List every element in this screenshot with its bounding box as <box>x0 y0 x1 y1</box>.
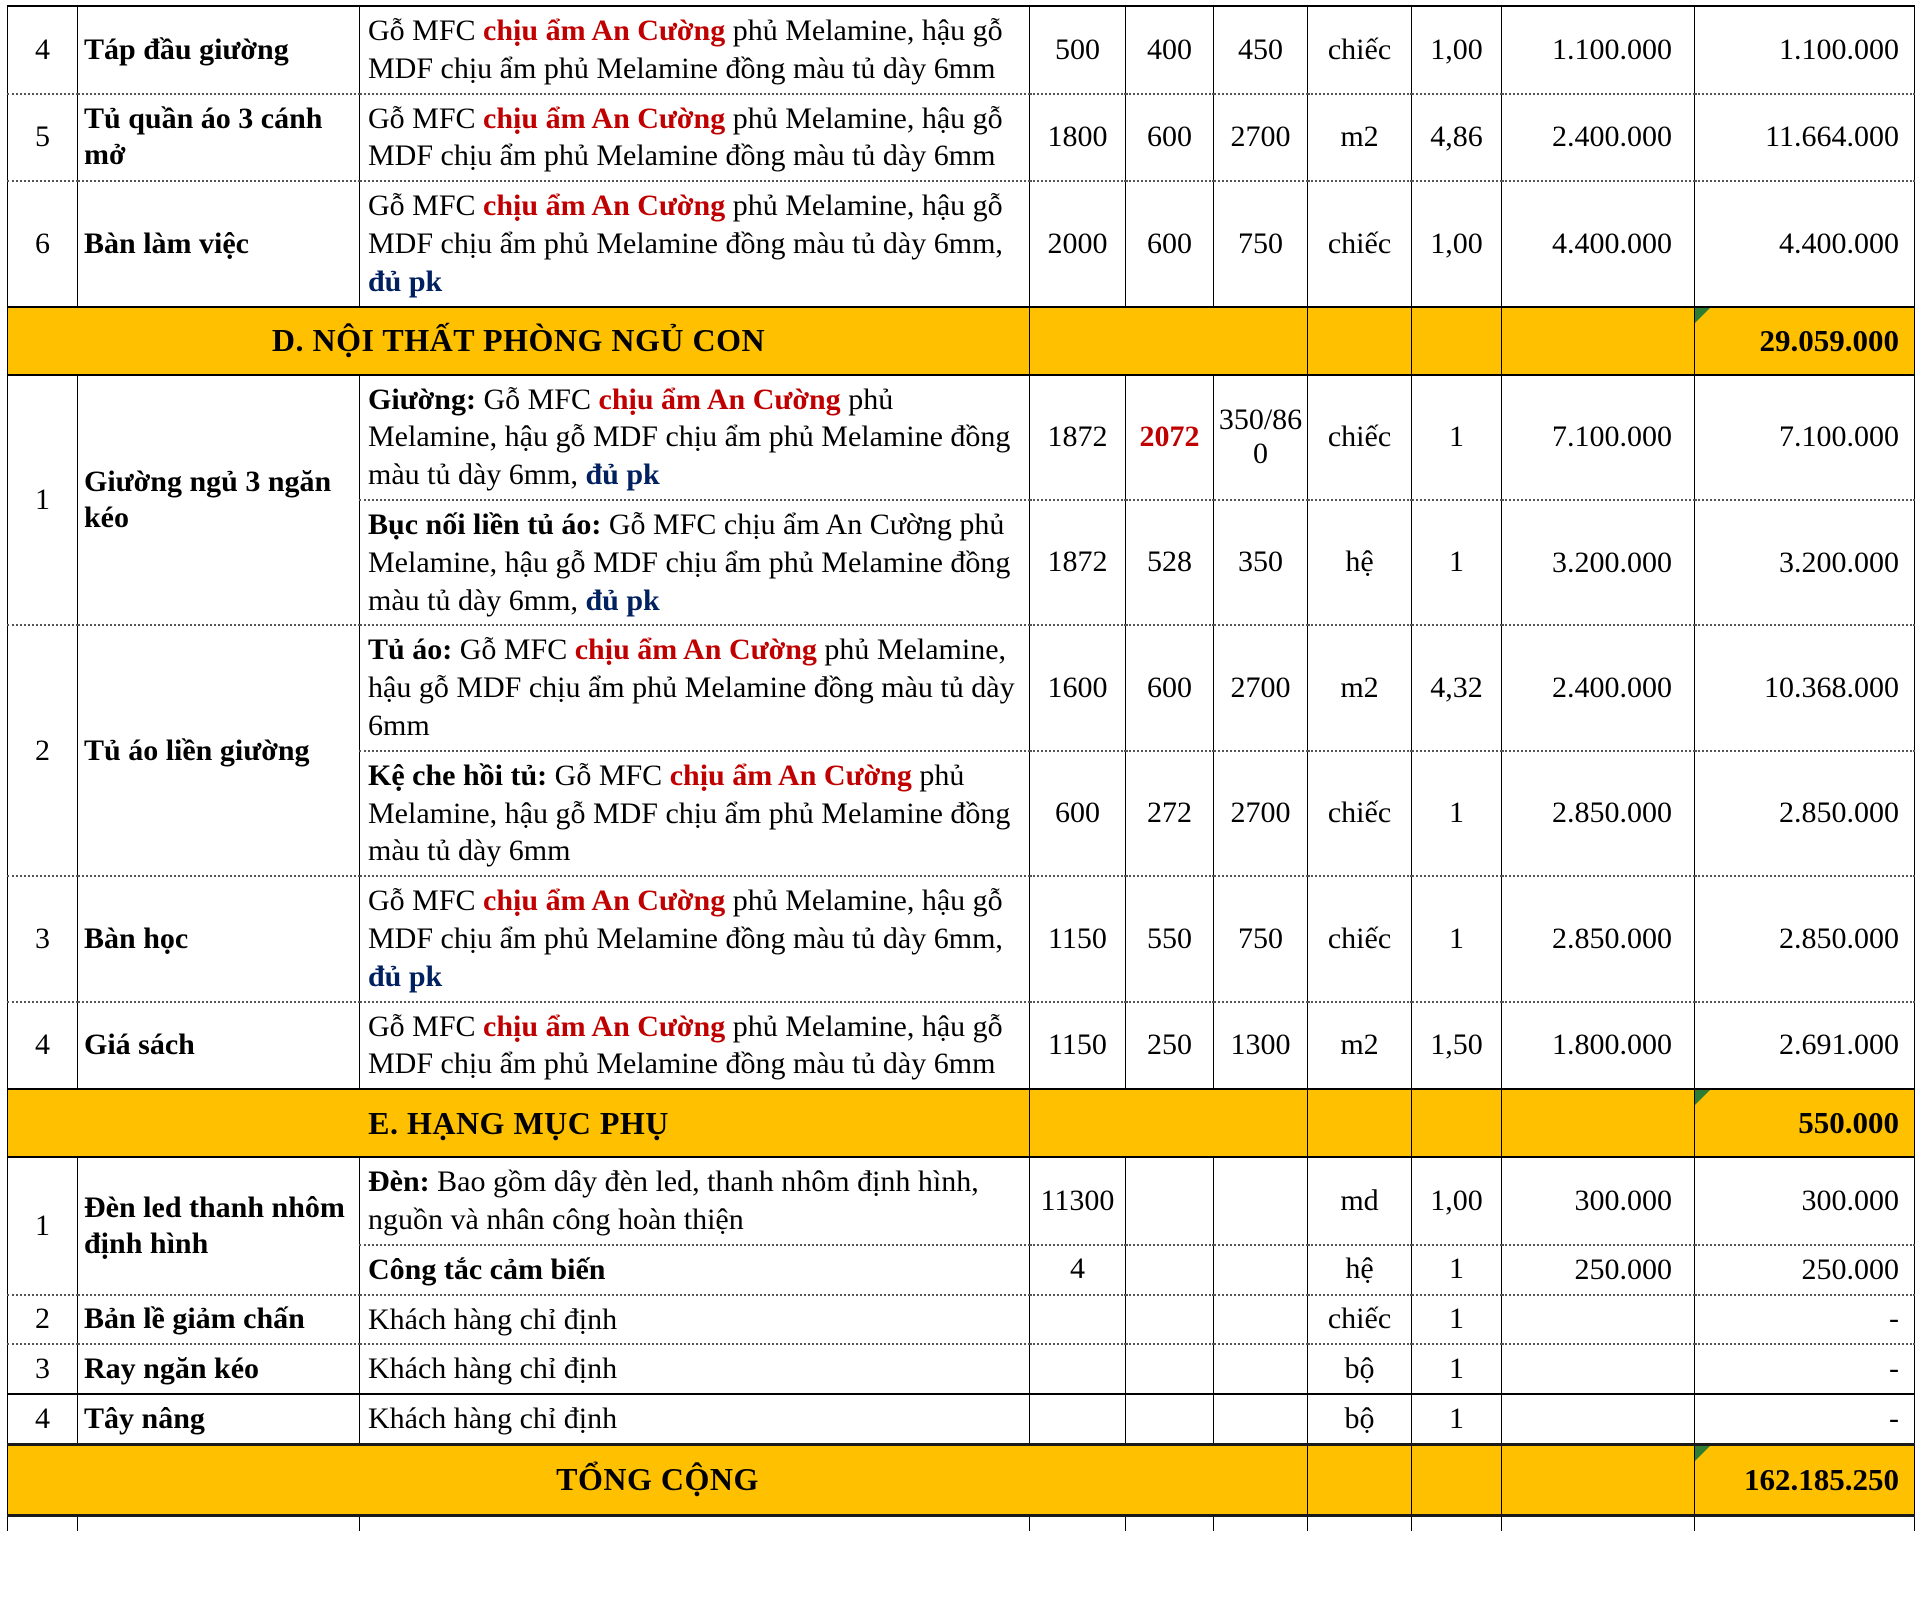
cell-item-name: Bản lề giảm chấn <box>78 1295 360 1345</box>
section-total-value: 550.000 <box>1695 1089 1915 1157</box>
dim-value: 1150 <box>1048 921 1107 955</box>
cell-total: 1.100.000 <box>1695 6 1915 94</box>
cell-dim-height <box>1214 500 1308 625</box>
cutoff-cell <box>1308 1515 1412 1531</box>
grand-total-row <box>8 1444 1915 1515</box>
cell-dim-height <box>1214 1002 1308 1090</box>
cell-unit: m2 <box>1308 1002 1412 1090</box>
text-segment: chịu ẩm An Cường <box>574 633 817 667</box>
table-row <box>8 876 1915 1001</box>
cell-description <box>360 6 1030 94</box>
table-row <box>8 1394 1915 1444</box>
dim-value: 350/860 <box>1218 402 1303 471</box>
cell-quantity: 1,50 <box>1412 1002 1502 1090</box>
cell-dim-height <box>1214 751 1308 876</box>
cell-unit-price <box>1502 1295 1695 1345</box>
text-segment: Đèn: <box>368 1165 438 1199</box>
text-segment: chịu ẩm An Cường <box>483 189 726 223</box>
cell-dim-depth <box>1126 1002 1214 1090</box>
cell-dim-height <box>1214 375 1308 500</box>
cell-total: 3.200.000 <box>1695 500 1915 625</box>
cell-dim-width <box>1030 500 1126 625</box>
cutoff-cell <box>1502 1515 1695 1531</box>
cell-description <box>360 181 1030 306</box>
cell-dim-depth <box>1126 1157 1214 1245</box>
dim-value: 550 <box>1147 921 1192 955</box>
cell-quantity: 4,86 <box>1412 94 1502 182</box>
table-row <box>8 181 1915 306</box>
section-dims-blank <box>1030 307 1308 375</box>
cell-item-name: Tây nâng <box>78 1394 360 1444</box>
text-segment: Kệ che hồi tủ: <box>368 758 555 792</box>
text-segment: Gỗ MFC <box>368 884 484 918</box>
text-segment: phủ Melamine, hậu gỗ MDF chịu ẩm phủ Melamine đồng màu tủ dày 6mm <box>368 14 1003 85</box>
cell-item-name: Tủ quần áo 3 cánh mở <box>78 94 360 182</box>
cell-total: 2.691.000 <box>1695 1002 1915 1090</box>
band-qty-blank <box>1412 307 1502 375</box>
cell-unit: chiếc <box>1308 751 1412 876</box>
band-price-blank <box>1502 1089 1695 1157</box>
dim-value: 600 <box>1147 226 1192 260</box>
cell-unit-price: 1.100.000 <box>1502 6 1695 94</box>
dim-value: 11300 <box>1040 1183 1115 1217</box>
text-segment: Tủ áo: <box>368 633 460 667</box>
cell-dim-depth <box>1126 94 1214 182</box>
cell-dim-depth <box>1126 1394 1214 1444</box>
cell-dim-depth <box>1126 876 1214 1001</box>
dim-value: 1300 <box>1230 1028 1291 1062</box>
cell-dim-height <box>1214 1157 1308 1245</box>
cell-quantity: 1 <box>1412 1344 1502 1394</box>
cell-quantity: 1,00 <box>1412 181 1502 306</box>
dim-value: 500 <box>1055 32 1100 66</box>
cell-dim-width <box>1030 94 1126 182</box>
cell-dim-width <box>1030 6 1126 94</box>
text-segment: Khách hàng chỉ định <box>368 1402 618 1436</box>
cell-stt: 4 <box>8 6 78 94</box>
dim-value: 400 <box>1147 32 1192 66</box>
text-segment: chịu ẩm An Cường <box>483 14 726 47</box>
dim-value: 250 <box>1147 1028 1192 1062</box>
dim-value: 528 <box>1147 545 1192 579</box>
dim-value: 450 <box>1238 32 1283 66</box>
text-segment: Gỗ MFC <box>368 189 484 223</box>
cell-unit-price <box>1502 1394 1695 1444</box>
cell-total: 10.368.000 <box>1695 625 1915 750</box>
dim-value: 2072 <box>1139 420 1200 454</box>
cell-description <box>360 876 1030 1001</box>
band-price-blank <box>1502 1444 1695 1515</box>
cell-stt: 3 <box>8 876 78 1001</box>
table-row <box>8 1295 1915 1345</box>
dim-value: 750 <box>1238 226 1283 260</box>
cell-description <box>360 1344 1030 1394</box>
cell-description <box>360 375 1030 500</box>
cell-dim-height <box>1214 181 1308 306</box>
cell-dim-height <box>1214 6 1308 94</box>
text-segment: phủ Melamine, hậu gỗ MDF chịu ẩm phủ Melamine đồng màu tủ dày 6mm <box>368 101 1003 173</box>
cell-quantity: 1 <box>1412 500 1502 625</box>
section-title: E. HẠNG MỤC PHỤ <box>8 1089 1030 1157</box>
cell-stt: 3 <box>8 1344 78 1394</box>
cell-dim-width <box>1030 375 1126 500</box>
cell-quantity: 1,00 <box>1412 1157 1502 1245</box>
cell-quantity: 1 <box>1412 1295 1502 1345</box>
cell-item-name: Bàn học <box>78 876 360 1001</box>
cell-unit: bộ <box>1308 1344 1412 1394</box>
cell-stt: 6 <box>8 181 78 306</box>
cell-unit-price: 4.400.000 <box>1502 181 1695 306</box>
cell-unit-price <box>1502 1344 1695 1394</box>
dim-value: 2700 <box>1230 120 1291 154</box>
cell-dim-depth <box>1126 1245 1214 1295</box>
cell-unit: hệ <box>1308 1245 1412 1295</box>
table-row <box>8 625 1915 750</box>
cell-item-name: Giá sách <box>78 1002 360 1090</box>
grand-total-label: TỔNG CỘNG <box>8 1444 1308 1515</box>
cutoff-cell <box>1412 1515 1502 1531</box>
text-segment: Gỗ MFC <box>368 14 484 47</box>
text-segment: chịu ẩm An Cường <box>483 101 726 135</box>
band-unit-blank <box>1308 1089 1412 1157</box>
section-total-value: 29.059.000 <box>1695 307 1915 375</box>
cell-unit-price: 250.000 <box>1502 1245 1695 1295</box>
cell-unit-price: 2.400.000 <box>1502 94 1695 182</box>
text-segment: đủ pk <box>368 959 443 993</box>
table-row <box>8 375 1915 500</box>
text-segment: phủ Melamine, hậu gỗ MDF chịu ẩm phủ Melamine đồng màu tủ dày 6mm, <box>368 189 1003 260</box>
cell-unit-price: 3.200.000 <box>1502 500 1695 625</box>
dim-value: 600 <box>1147 670 1192 704</box>
cell-dim-width <box>1030 1344 1126 1394</box>
dim-value: 4 <box>1070 1252 1085 1286</box>
cell-dim-width <box>1030 625 1126 750</box>
cell-description <box>360 1394 1030 1444</box>
section-title: D. NỘI THẤT PHÒNG NGỦ CON <box>8 307 1030 375</box>
cell-stt: 4 <box>8 1002 78 1090</box>
cell-dim-width <box>1030 876 1126 1001</box>
cell-dim-depth <box>1126 375 1214 500</box>
cell-dim-depth <box>1126 1295 1214 1345</box>
cell-total: 300.000 <box>1695 1157 1915 1245</box>
cell-item-name: Giường ngủ 3 ngăn kéo <box>78 375 360 626</box>
table-row <box>8 94 1915 182</box>
cell-item-name: Bàn làm việc <box>78 181 360 306</box>
band-unit-blank <box>1308 307 1412 375</box>
cell-unit: chiếc <box>1308 6 1412 94</box>
cell-dim-width <box>1030 1002 1126 1090</box>
cell-stt: 1 <box>8 375 78 626</box>
cell-dim-height <box>1214 876 1308 1001</box>
cell-unit: chiếc <box>1308 876 1412 1001</box>
band-qty-blank <box>1412 1444 1502 1515</box>
dim-value: 1150 <box>1048 1028 1107 1062</box>
cell-quantity: 1 <box>1412 751 1502 876</box>
cutoff-row <box>8 1515 1915 1531</box>
cell-item-name: Ray ngăn kéo <box>78 1344 360 1394</box>
cell-unit-price: 2.400.000 <box>1502 625 1695 750</box>
cell-unit: chiếc <box>1308 375 1412 500</box>
cell-unit: chiếc <box>1308 181 1412 306</box>
text-segment: phủ Melamine, hậu gỗ MDF chịu ẩm phủ Melamine đồng màu tủ dày 6mm <box>368 633 1015 742</box>
cell-item-name: Táp đầu giường <box>78 6 360 94</box>
cell-unit: m2 <box>1308 94 1412 182</box>
text-segment: phủ Melamine, hậu gỗ MDF chịu ẩm phủ Melamine đồng màu tủ dày 6mm <box>368 1009 1003 1081</box>
text-segment: Công tắc cảm biến <box>368 1252 606 1286</box>
dim-value: 2700 <box>1230 796 1291 830</box>
cutoff-cell <box>1214 1515 1308 1531</box>
cell-unit-price: 7.100.000 <box>1502 375 1695 500</box>
cell-description <box>360 1002 1030 1090</box>
dim-value: 1872 <box>1047 420 1108 454</box>
text-segment: Gỗ MFC <box>554 758 670 792</box>
cell-unit: hệ <box>1308 500 1412 625</box>
text-segment: phủ Melamine, hậu gỗ MDF chịu ẩm phủ Melamine đồng màu tủ dày 6mm, <box>368 884 1003 955</box>
text-segment: phủ Melamine, hậu gỗ MDF chịu ẩm phủ Melamine đồng màu tủ dày 6mm <box>368 758 1011 868</box>
text-segment: phủ Melamine, hậu gỗ MDF chịu ẩm phủ Melamine đồng màu tủ dày 6mm, <box>368 382 1011 492</box>
cell-stt: 2 <box>8 625 78 876</box>
cell-dim-height <box>1214 1344 1308 1394</box>
dim-value: 1600 <box>1047 670 1108 704</box>
cell-description <box>360 1295 1030 1345</box>
band-unit-blank <box>1308 1444 1412 1515</box>
text-segment: Bao gồm dây đèn led, thanh nhôm định hình, nguồn và nhân công hoàn thiện <box>368 1165 979 1236</box>
table-row <box>8 1002 1915 1090</box>
cell-stt: 4 <box>8 1394 78 1444</box>
cell-description <box>360 751 1030 876</box>
cell-total: 250.000 <box>1695 1245 1915 1295</box>
cell-description <box>360 625 1030 750</box>
section-dims-blank <box>1030 1089 1308 1157</box>
cell-stt: 5 <box>8 94 78 182</box>
cell-description <box>360 1245 1030 1295</box>
cell-dim-height <box>1214 1394 1308 1444</box>
cell-total: 4.400.000 <box>1695 181 1915 306</box>
cutoff-cell <box>8 1515 78 1531</box>
cell-dim-depth <box>1126 500 1214 625</box>
cell-dim-depth <box>1126 625 1214 750</box>
cell-stt: 2 <box>8 1295 78 1345</box>
cell-total: 11.664.000 <box>1695 94 1915 182</box>
text-segment: chịu ẩm An Cường <box>669 758 912 792</box>
cell-total: 7.100.000 <box>1695 375 1915 500</box>
dim-value: 2000 <box>1047 226 1108 260</box>
cell-unit: md <box>1308 1157 1412 1245</box>
quotation-table-body <box>8 6 1915 1531</box>
cutoff-cell <box>1695 1515 1915 1531</box>
text-segment: Gỗ MFC <box>368 101 484 135</box>
band-qty-blank <box>1412 1089 1502 1157</box>
table-row <box>8 1157 1915 1245</box>
cell-unit-price: 300.000 <box>1502 1157 1695 1245</box>
cell-total: - <box>1695 1394 1915 1444</box>
text-segment: chịu ẩm An Cường <box>483 1009 726 1043</box>
text-segment: đủ pk <box>368 264 443 298</box>
cell-unit: chiếc <box>1308 1295 1412 1345</box>
cell-stt: 1 <box>8 1157 78 1294</box>
cell-dim-height <box>1214 94 1308 182</box>
text-segment: chịu ẩm An Cường <box>598 382 841 416</box>
dim-value: 1800 <box>1047 120 1108 154</box>
cell-dim-depth <box>1126 1344 1214 1394</box>
text-segment: Khách hàng chỉ định <box>368 1302 618 1336</box>
cell-description <box>360 1157 1030 1245</box>
dim-value: 600 <box>1055 796 1100 830</box>
dim-value: 2700 <box>1230 670 1291 704</box>
text-segment: Gỗ MFC <box>459 633 575 667</box>
dim-value: 1872 <box>1047 545 1108 579</box>
table-row <box>8 1344 1915 1394</box>
cell-unit-price: 2.850.000 <box>1502 751 1695 876</box>
cell-dim-width <box>1030 751 1126 876</box>
cell-dim-width <box>1030 1295 1126 1345</box>
cell-total: - <box>1695 1295 1915 1345</box>
cell-description <box>360 94 1030 182</box>
cell-unit: m2 <box>1308 625 1412 750</box>
cell-dim-width <box>1030 1157 1126 1245</box>
text-segment: Khách hàng chỉ định <box>368 1352 618 1386</box>
cell-unit-price: 1.800.000 <box>1502 1002 1695 1090</box>
cell-dim-width <box>1030 1394 1126 1444</box>
cell-quantity: 1 <box>1412 1394 1502 1444</box>
dim-value: 600 <box>1147 120 1192 154</box>
cell-quantity: 4,32 <box>1412 625 1502 750</box>
cell-item-name: Tủ áo liền giường <box>78 625 360 876</box>
text-segment: Gỗ MFC <box>368 1009 484 1043</box>
band-price-blank <box>1502 307 1695 375</box>
cell-item-name: Đèn led thanh nhôm định hình <box>78 1157 360 1294</box>
cell-total: 2.850.000 <box>1695 751 1915 876</box>
cutoff-cell <box>1126 1515 1214 1531</box>
cell-dim-width <box>1030 1245 1126 1295</box>
text-segment: đủ pk <box>585 583 660 617</box>
cell-quantity: 1 <box>1412 375 1502 500</box>
cell-dim-height <box>1214 625 1308 750</box>
cell-description <box>360 500 1030 625</box>
text-segment: Bục nối liền tủ áo: <box>368 507 609 541</box>
table-row <box>8 6 1915 94</box>
grand-total-value: 162.185.250 <box>1695 1444 1915 1515</box>
section-header-row <box>8 1089 1915 1157</box>
cutoff-cell <box>360 1515 1030 1531</box>
cell-dim-height <box>1214 1295 1308 1345</box>
text-segment: Gỗ MFC chịu ẩm An Cường phủ Melamine, hậu gỗ MDF chịu ẩm phủ Melamine đồng màu tủ dày 6mm, <box>368 507 1011 617</box>
cutoff-cell <box>78 1515 360 1531</box>
cell-dim-width <box>1030 181 1126 306</box>
cell-dim-depth <box>1126 751 1214 876</box>
cell-total: 2.850.000 <box>1695 876 1915 1001</box>
text-segment: chịu ẩm An Cường <box>483 884 726 918</box>
section-header-row <box>8 307 1915 375</box>
cell-dim-depth <box>1126 6 1214 94</box>
cell-dim-depth <box>1126 181 1214 306</box>
dim-value: 272 <box>1147 796 1192 830</box>
cell-total: - <box>1695 1344 1915 1394</box>
cell-quantity: 1 <box>1412 1245 1502 1295</box>
dim-value: 750 <box>1238 921 1283 955</box>
cell-quantity: 1,00 <box>1412 6 1502 94</box>
text-segment: đủ pk <box>585 458 660 492</box>
cutoff-cell <box>1030 1515 1126 1531</box>
cell-quantity: 1 <box>1412 876 1502 1001</box>
text-segment: Gỗ MFC <box>483 382 599 416</box>
cell-unit-price: 2.850.000 <box>1502 876 1695 1001</box>
cell-dim-height <box>1214 1245 1308 1295</box>
quotation-table <box>7 5 1915 1531</box>
cell-unit: bộ <box>1308 1394 1412 1444</box>
text-segment: Giường: <box>368 382 484 416</box>
dim-value: 350 <box>1238 545 1283 579</box>
